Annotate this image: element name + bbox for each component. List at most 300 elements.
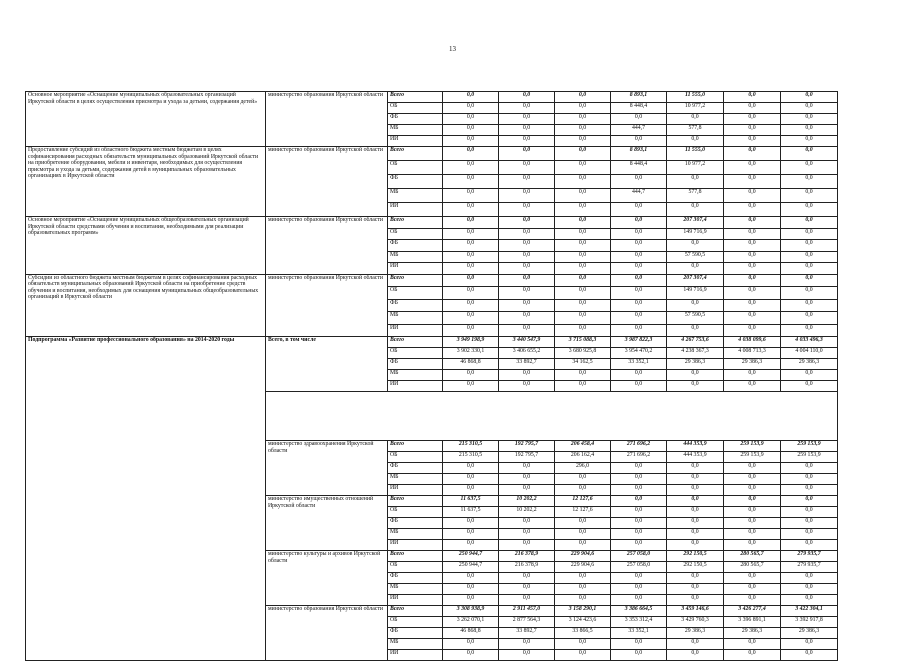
value-cell: 280 565,7 (724, 562, 781, 573)
value-cell: 0,0 (611, 573, 667, 584)
value-cell: 0,0 (724, 507, 781, 518)
value-cell: 0,0 (611, 263, 667, 275)
value-cell: 0,0 (611, 299, 667, 312)
value-cell: 3 426 277,4 (724, 606, 781, 617)
value-cell: 0,0 (667, 639, 724, 650)
source-cell: ФБ (388, 299, 443, 312)
value-cell: 0,0 (724, 287, 781, 300)
value-cell: 0,0 (443, 299, 499, 312)
value-cell: 0,0 (611, 324, 667, 337)
source-cell: ОБ (388, 287, 443, 300)
value-cell: 259 153,9 (781, 452, 838, 463)
value-cell: 215 310,5 (443, 452, 499, 463)
value-cell: 0,0 (781, 463, 838, 474)
value-cell: 0,0 (499, 529, 555, 540)
value-cell: 0,0 (443, 147, 499, 161)
value-cell: 0,0 (555, 540, 611, 551)
source-cell: ОБ (388, 228, 443, 240)
value-cell: 0,0 (724, 203, 781, 217)
source-cell: ИИ (388, 136, 443, 147)
value-cell: 149 716,9 (667, 287, 724, 300)
value-cell: 0,0 (499, 639, 555, 650)
value-cell: 0,0 (781, 370, 838, 381)
value-cell: 0,0 (724, 240, 781, 252)
value-cell: 0,0 (499, 463, 555, 474)
value-cell: 257 058,0 (611, 551, 667, 562)
value-cell: 229 904,6 (555, 562, 611, 573)
source-cell: Всего (388, 496, 443, 507)
value-cell: 0,0 (555, 228, 611, 240)
source-cell: Всего (388, 441, 443, 452)
value-cell: 0,0 (555, 125, 611, 136)
value-cell: 0,0 (499, 595, 555, 606)
value-cell: 0,0 (667, 263, 724, 275)
value-cell: 0,0 (611, 114, 667, 125)
value-cell: 0,0 (724, 136, 781, 147)
value-cell: 3 987 822,3 (611, 337, 667, 348)
value-cell: 0,0 (611, 203, 667, 217)
value-cell: 4 038 099,6 (724, 337, 781, 348)
value-cell: 0,0 (667, 584, 724, 595)
value-cell: 0,0 (781, 125, 838, 136)
value-cell: 0,0 (555, 92, 611, 103)
source-cell: МБ (388, 474, 443, 485)
value-cell: 0,0 (443, 251, 499, 263)
value-cell: 0,0 (443, 381, 499, 392)
value-cell: 0,0 (611, 485, 667, 496)
value-cell: 0,0 (555, 251, 611, 263)
value-cell: 0,0 (724, 540, 781, 551)
value-cell: 0,0 (667, 299, 724, 312)
value-cell: 0,0 (724, 147, 781, 161)
value-cell: 207 307,4 (667, 274, 724, 287)
value-cell: 0,0 (443, 263, 499, 275)
value-cell: 34 162,5 (555, 359, 611, 370)
value-cell: 0,0 (443, 518, 499, 529)
value-cell: 0,0 (781, 274, 838, 287)
value-cell: 0,0 (724, 573, 781, 584)
source-cell: ИИ (388, 381, 443, 392)
value-cell: 271 696,2 (611, 452, 667, 463)
value-cell: 0,0 (555, 370, 611, 381)
value-cell: 0,0 (443, 324, 499, 337)
value-cell: 0,0 (781, 595, 838, 606)
source-cell: МБ (388, 251, 443, 263)
value-cell: 0,0 (611, 529, 667, 540)
value-cell: 57 590,5 (667, 312, 724, 325)
source-cell: МБ (388, 312, 443, 325)
value-cell: 577,8 (667, 125, 724, 136)
value-cell: 3 392 917,8 (781, 617, 838, 628)
value-cell: 0,0 (555, 175, 611, 189)
value-cell: 0,0 (667, 324, 724, 337)
value-cell: 12 127,6 (555, 496, 611, 507)
source-cell: ОБ (388, 562, 443, 573)
value-cell: 292 150,5 (667, 551, 724, 562)
source-cell: ФБ (388, 573, 443, 584)
value-cell: 0,0 (611, 595, 667, 606)
value-cell: 0,0 (499, 125, 555, 136)
value-cell: 0,0 (499, 573, 555, 584)
value-cell: 280 565,7 (724, 551, 781, 562)
value-cell: 279 935,7 (781, 551, 838, 562)
value-cell: 0,0 (724, 114, 781, 125)
value-cell: 0,0 (781, 228, 838, 240)
value-cell: 33 866,5 (555, 628, 611, 639)
value-cell: 0,0 (667, 463, 724, 474)
source-cell: Всего (388, 606, 443, 617)
value-cell: 0,0 (667, 485, 724, 496)
value-cell: 0,0 (667, 136, 724, 147)
value-cell: 0,0 (781, 485, 838, 496)
value-cell: 0,0 (611, 312, 667, 325)
value-cell: 0,0 (611, 540, 667, 551)
value-cell: 0,0 (443, 114, 499, 125)
value-cell: 0,0 (443, 595, 499, 606)
value-cell: 0,0 (555, 161, 611, 175)
value-cell: 0,0 (555, 324, 611, 337)
value-cell: 0,0 (781, 203, 838, 217)
value-cell: 8 893,1 (611, 92, 667, 103)
value-cell: 0,0 (555, 114, 611, 125)
value-cell: 0,0 (499, 147, 555, 161)
source-cell: ОБ (388, 348, 443, 359)
value-cell: 0,0 (499, 474, 555, 485)
value-cell: 0,0 (555, 485, 611, 496)
source-cell: МБ (388, 529, 443, 540)
value-cell: 0,0 (499, 228, 555, 240)
value-cell: 0,0 (611, 217, 667, 229)
value-cell: 0,0 (611, 240, 667, 252)
value-cell: 0,0 (611, 370, 667, 381)
value-cell: 0,0 (781, 189, 838, 203)
source-cell: Всего (388, 92, 443, 103)
value-cell: 0,0 (555, 274, 611, 287)
value-cell: 0,0 (443, 639, 499, 650)
value-cell: 206 458,4 (555, 441, 611, 452)
value-cell: 444,7 (611, 189, 667, 203)
value-cell: 0,0 (555, 518, 611, 529)
value-cell: 250 944,7 (443, 562, 499, 573)
value-cell: 0,0 (781, 136, 838, 147)
value-cell: 0,0 (555, 147, 611, 161)
value-cell: 0,0 (555, 263, 611, 275)
value-cell: 0,0 (667, 496, 724, 507)
value-cell: 8 448,4 (611, 103, 667, 114)
source-cell: МБ (388, 189, 443, 203)
value-cell: 0,0 (555, 381, 611, 392)
value-cell: 292 150,5 (667, 562, 724, 573)
value-cell: 0,0 (555, 650, 611, 661)
value-cell: 0,0 (499, 251, 555, 263)
value-cell: 12 127,6 (555, 507, 611, 518)
table-row (26, 147, 838, 161)
value-cell: 250 944,7 (443, 551, 499, 562)
source-cell: ИИ (388, 650, 443, 661)
source-cell: ФБ (388, 175, 443, 189)
value-cell: 46 868,8 (443, 359, 499, 370)
value-cell: 57 590,5 (667, 251, 724, 263)
value-cell: 0,0 (724, 175, 781, 189)
value-cell: 0,0 (724, 251, 781, 263)
value-cell: 11 637,5 (443, 496, 499, 507)
value-cell: 3 262 070,1 (443, 617, 499, 628)
value-cell: 0,0 (724, 529, 781, 540)
value-cell: 10 977,2 (667, 103, 724, 114)
value-cell: 0,0 (611, 639, 667, 650)
value-cell: 0,0 (555, 595, 611, 606)
value-cell: 29 386,3 (667, 628, 724, 639)
source-cell: ФБ (388, 359, 443, 370)
value-cell: 0,0 (667, 203, 724, 217)
table-row (26, 92, 838, 103)
value-cell: 10 202,2 (499, 496, 555, 507)
value-cell: 0,0 (724, 639, 781, 650)
value-cell: 10 977,2 (667, 161, 724, 175)
value-cell: 3 954 470,2 (611, 348, 667, 359)
value-cell: 0,0 (499, 263, 555, 275)
source-cell: ОБ (388, 617, 443, 628)
value-cell: 0,0 (443, 650, 499, 661)
value-cell: 0,0 (499, 584, 555, 595)
value-cell: 0,0 (499, 203, 555, 217)
source-cell: ИИ (388, 595, 443, 606)
value-cell: 0,0 (724, 161, 781, 175)
value-cell: 0,0 (499, 381, 555, 392)
value-cell: 0,0 (499, 312, 555, 325)
value-cell: 229 904,6 (555, 551, 611, 562)
value-cell: 0,0 (667, 474, 724, 485)
value-cell: 0,0 (781, 518, 838, 529)
value-cell: 4 267 753,6 (667, 337, 724, 348)
value-cell: 0,0 (443, 474, 499, 485)
value-cell: 0,0 (611, 496, 667, 507)
value-cell: 0,0 (724, 312, 781, 325)
value-cell: 11 555,0 (667, 147, 724, 161)
source-cell: МБ (388, 584, 443, 595)
source-cell: Всего (388, 217, 443, 229)
value-cell: 0,0 (443, 573, 499, 584)
value-cell: 3 715 088,3 (555, 337, 611, 348)
value-cell: 4 033 496,3 (781, 337, 838, 348)
value-cell: 0,0 (611, 228, 667, 240)
value-cell: 2 911 457,0 (499, 606, 555, 617)
value-cell: 0,0 (667, 650, 724, 661)
value-cell: 3 429 760,3 (667, 617, 724, 628)
value-cell: 3 386 664,5 (611, 606, 667, 617)
value-cell: 0,0 (443, 240, 499, 252)
value-cell: 257 058,0 (611, 562, 667, 573)
value-cell: 0,0 (724, 381, 781, 392)
value-cell: 0,0 (724, 463, 781, 474)
value-cell: 0,0 (443, 136, 499, 147)
value-cell: 0,0 (781, 381, 838, 392)
value-cell: 0,0 (555, 189, 611, 203)
value-cell: 0,0 (499, 485, 555, 496)
empty-cell (266, 392, 838, 441)
value-cell: 0,0 (724, 125, 781, 136)
value-cell: 0,0 (781, 175, 838, 189)
value-cell: 0,0 (443, 584, 499, 595)
value-cell: 0,0 (781, 92, 838, 103)
value-cell: 0,0 (443, 228, 499, 240)
value-cell: 215 310,5 (443, 441, 499, 452)
value-cell: 33 892,7 (499, 359, 555, 370)
value-cell: 4 008 713,3 (724, 348, 781, 359)
value-cell: 192 795,7 (499, 452, 555, 463)
value-cell: 0,0 (611, 274, 667, 287)
value-cell: 0,0 (667, 240, 724, 252)
value-cell: 0,0 (724, 299, 781, 312)
value-cell: 0,0 (611, 287, 667, 300)
value-cell: 0,0 (667, 370, 724, 381)
value-cell: 0,0 (724, 92, 781, 103)
value-cell: 296,0 (555, 463, 611, 474)
source-cell: ФБ (388, 463, 443, 474)
value-cell: 0,0 (781, 573, 838, 584)
value-cell: 0,0 (611, 584, 667, 595)
value-cell: 0,0 (499, 274, 555, 287)
value-cell: 207 307,4 (667, 217, 724, 229)
activity-description: Предоставление субсидий из областного бюджета местным бюджетам в целях софинансирования расходных обязательств муниципальных образований Иркутской области на приобретение оборудования, мебели и инвентаря, необходимых для осуществления присмотра и ухода за детьми, содержания детей в муниципальных образовательных организациях в Иркутской области (26, 147, 266, 217)
executor-cell: министерство образования Иркутской области (266, 217, 388, 275)
value-cell: 0,0 (499, 650, 555, 661)
value-cell: 0,0 (724, 217, 781, 229)
value-cell: 0,0 (611, 136, 667, 147)
value-cell: 0,0 (499, 114, 555, 125)
value-cell: 11 555,0 (667, 92, 724, 103)
value-cell: 0,0 (781, 217, 838, 229)
value-cell: 0,0 (443, 463, 499, 474)
source-cell: ФБ (388, 518, 443, 529)
value-cell: 0,0 (555, 573, 611, 584)
value-cell: 0,0 (499, 217, 555, 229)
value-cell: 0,0 (443, 175, 499, 189)
value-cell: 0,0 (443, 189, 499, 203)
activity-description: Основное мероприятие «Оснащение муниципальных общеобразовательных организаций Иркутской области средствами обучения и воспитания, необходимыми для реализации образовательных программ» (26, 217, 266, 275)
value-cell: 29 386,3 (781, 359, 838, 370)
value-cell: 216 378,9 (499, 562, 555, 573)
value-cell: 216 378,9 (499, 551, 555, 562)
value-cell: 29 386,3 (724, 628, 781, 639)
executor-cell: министерство образования Иркутской области (266, 147, 388, 217)
value-cell: 0,0 (499, 324, 555, 337)
value-cell: 0,0 (781, 529, 838, 540)
value-cell: 271 696,2 (611, 441, 667, 452)
value-cell: 0,0 (781, 240, 838, 252)
value-cell: 3 422 304,1 (781, 606, 838, 617)
value-cell: 0,0 (499, 161, 555, 175)
value-cell: 0,0 (781, 263, 838, 275)
value-cell: 192 795,7 (499, 441, 555, 452)
executor-cell: министерство здравоохранения Иркутской области (266, 441, 388, 496)
value-cell: 0,0 (724, 496, 781, 507)
value-cell: 206 162,4 (555, 452, 611, 463)
value-cell: 0,0 (443, 125, 499, 136)
value-cell: 0,0 (555, 299, 611, 312)
value-cell: 3 158 290,1 (555, 606, 611, 617)
value-cell: 4 004 110,0 (781, 348, 838, 359)
executor-cell: министерство имущественных отношений Иркутской области (266, 496, 388, 551)
budget-table (25, 91, 838, 661)
page-number: 13 (449, 45, 456, 53)
value-cell: 4 238 367,3 (667, 348, 724, 359)
source-cell: ФБ (388, 628, 443, 639)
activity-description: Основное мероприятие «Оснащение муниципальных образовательных организаций Иркутской области в целях осуществления присмотра и ухода за детьми, содержания детей» (26, 92, 266, 147)
value-cell: 0,0 (667, 114, 724, 125)
value-cell: 0,0 (724, 474, 781, 485)
value-cell: 0,0 (443, 103, 499, 114)
value-cell: 0,0 (499, 287, 555, 300)
value-cell: 46 868,8 (443, 628, 499, 639)
value-cell: 0,0 (724, 189, 781, 203)
value-cell: 0,0 (611, 507, 667, 518)
value-cell: 0,0 (781, 650, 838, 661)
value-cell: 0,0 (555, 639, 611, 650)
source-cell: ОБ (388, 452, 443, 463)
value-cell: 0,0 (667, 518, 724, 529)
value-cell: 3 308 938,9 (443, 606, 499, 617)
source-cell: ИИ (388, 324, 443, 337)
source-cell: Всего (388, 551, 443, 562)
value-cell: 0,0 (611, 463, 667, 474)
source-cell: МБ (388, 370, 443, 381)
value-cell: 0,0 (724, 518, 781, 529)
table-row (26, 274, 838, 287)
value-cell: 0,0 (555, 474, 611, 485)
value-cell: 0,0 (499, 189, 555, 203)
value-cell: 0,0 (499, 136, 555, 147)
table-row (26, 217, 838, 229)
value-cell: 3 440 547,9 (499, 337, 555, 348)
value-cell: 0,0 (499, 518, 555, 529)
value-cell: 0,0 (443, 217, 499, 229)
value-cell: 0,0 (667, 175, 724, 189)
value-cell: 29 386,3 (724, 359, 781, 370)
value-cell: 259 153,9 (724, 452, 781, 463)
value-cell: 0,0 (443, 312, 499, 325)
executor-cell: министерство образования Иркутской области (266, 274, 388, 337)
value-cell: 0,0 (724, 263, 781, 275)
value-cell: 0,0 (611, 381, 667, 392)
value-cell: 0,0 (724, 595, 781, 606)
value-cell: 0,0 (667, 529, 724, 540)
value-cell: 149 716,9 (667, 228, 724, 240)
value-cell: 0,0 (781, 147, 838, 161)
value-cell: 29 386,3 (781, 628, 838, 639)
value-cell: 3 353 312,4 (611, 617, 667, 628)
value-cell: 11 637,5 (443, 507, 499, 518)
value-cell: 10 202,2 (499, 507, 555, 518)
source-cell: МБ (388, 639, 443, 650)
value-cell: 29 386,3 (667, 359, 724, 370)
source-cell: ФБ (388, 114, 443, 125)
value-cell: 0,0 (555, 529, 611, 540)
value-cell: 0,0 (611, 474, 667, 485)
value-cell: 0,0 (555, 240, 611, 252)
value-cell: 0,0 (724, 274, 781, 287)
value-cell: 0,0 (724, 485, 781, 496)
value-cell: 3 406 655,2 (499, 348, 555, 359)
source-cell: ИИ (388, 203, 443, 217)
source-cell: ФБ (388, 240, 443, 252)
value-cell: 33 352,1 (611, 628, 667, 639)
source-cell: ИИ (388, 540, 443, 551)
source-cell: ОБ (388, 507, 443, 518)
value-cell: 0,0 (499, 299, 555, 312)
value-cell: 0,0 (667, 507, 724, 518)
value-cell: 0,0 (443, 161, 499, 175)
